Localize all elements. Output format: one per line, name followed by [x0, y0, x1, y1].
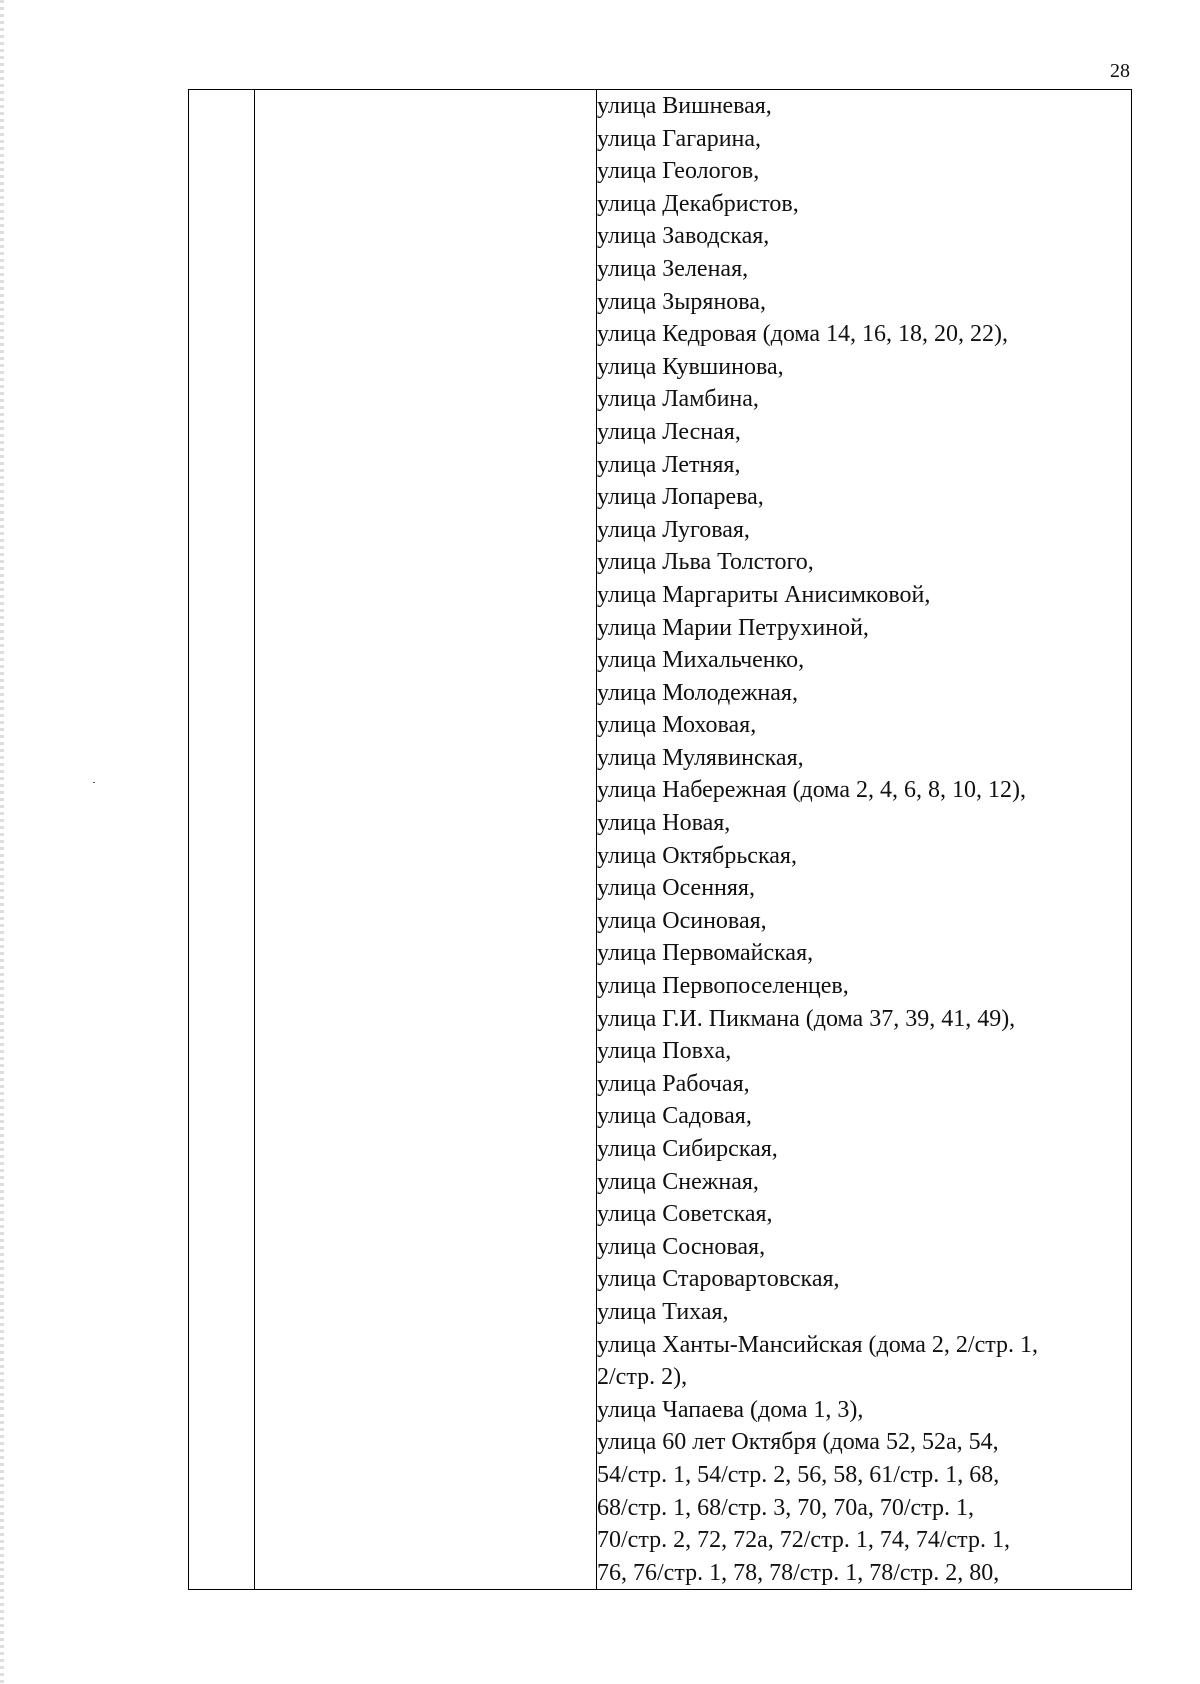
street-line: улица Советская,	[597, 1201, 773, 1228]
page-number: 28	[1110, 60, 1130, 82]
street-line: улица Снежная,	[597, 1168, 759, 1195]
district-name-cell	[255, 90, 597, 1590]
street-line: улица Ламбина,	[597, 386, 759, 413]
street-line: улица Осенняя,	[597, 875, 755, 902]
street-line: 2/стр. 2),	[597, 1364, 688, 1391]
row-number-cell	[189, 90, 255, 1590]
street-line: улица Моховая,	[597, 712, 757, 739]
street-line: улица Геологов,	[597, 158, 760, 185]
street-line: улица Тихая,	[597, 1298, 729, 1325]
street-line: улица Сосновая,	[597, 1233, 766, 1260]
streets-table	[188, 89, 1132, 1590]
scan-edge-artifact	[0, 0, 4, 1684]
street-line: улица Лесная,	[597, 418, 741, 445]
street-line: улица Михальченко,	[597, 647, 805, 674]
table-row	[189, 90, 1132, 1590]
street-line: улица Г.И. Пикмана (дома 37, 39, 41, 49),	[597, 1005, 1016, 1032]
street-line: 70/стр. 2, 72, 72а, 72/стр. 1, 74, 74/стр. 1,	[597, 1527, 1010, 1554]
street-line: улица Рабочая,	[597, 1070, 750, 1097]
street-line: улица Сибирская,	[597, 1136, 778, 1162]
street-line: улица Летняя,	[597, 451, 741, 478]
street-list	[597, 90, 1131, 1589]
street-line: улица Староварτовская,	[597, 1266, 840, 1293]
street-line: улица Садовая,	[597, 1103, 752, 1130]
street-line: улица 60 лет Октября (дома 52, 52а, 54,	[597, 1429, 999, 1456]
street-line: улица Гагарина,	[597, 125, 762, 152]
streets-cell	[597, 90, 1132, 1590]
street-line: улица Первопоселенцев,	[597, 973, 849, 1000]
street-line: улица Зеленая,	[597, 255, 749, 282]
street-line: улица Первомайская,	[597, 940, 814, 967]
street-line: улица Марии Петрухиной,	[597, 614, 869, 641]
street-line: улица Кувшинова,	[597, 353, 784, 380]
street-line: улица Октябрьская,	[597, 842, 797, 869]
street-line: 68/стр. 1, 68/стр. 3, 70, 70а, 70/стр. 1,	[597, 1494, 974, 1521]
street-line: улица Осиновая,	[597, 907, 767, 934]
street-line: улица Мулявинская,	[597, 744, 804, 771]
street-line: улица Кедровая (дома 14, 16, 18, 20, 22),	[597, 321, 1009, 348]
street-line: улица Чапаева (дома 1, 3),	[597, 1396, 864, 1423]
street-line: 76, 76/стр. 1, 78, 78/стр. 1, 78/стр. 2, 80,	[597, 1559, 1000, 1586]
street-line: 54/стр. 1, 54/стр. 2, 56, 58, 61/стр. 1, 68,	[597, 1461, 1000, 1488]
street-line: улица Вишневая,	[597, 93, 772, 119]
street-line: улица Льва Толстого,	[597, 549, 814, 576]
street-line: улица Декабристов,	[597, 190, 799, 217]
street-line: улица Зырянова,	[597, 288, 766, 315]
street-line: улица Маргариты Анисимковой,	[597, 581, 931, 608]
street-line: улица Лопарева,	[597, 484, 764, 511]
street-line: улица Молодежная,	[597, 679, 798, 706]
street-line: улица Заводская,	[597, 223, 770, 250]
street-line: улица Ханты-Мансийская (дома 2, 2/стр. 1,	[597, 1331, 1039, 1358]
street-line: улица Набережная (дома 2, 4, 6, 8, 10, 12),	[597, 777, 1026, 804]
street-line: улица Повха,	[597, 1038, 732, 1065]
street-line: улица Луговая,	[597, 516, 750, 543]
street-line: улица Новая,	[597, 810, 731, 837]
scan-speck	[93, 782, 95, 783]
